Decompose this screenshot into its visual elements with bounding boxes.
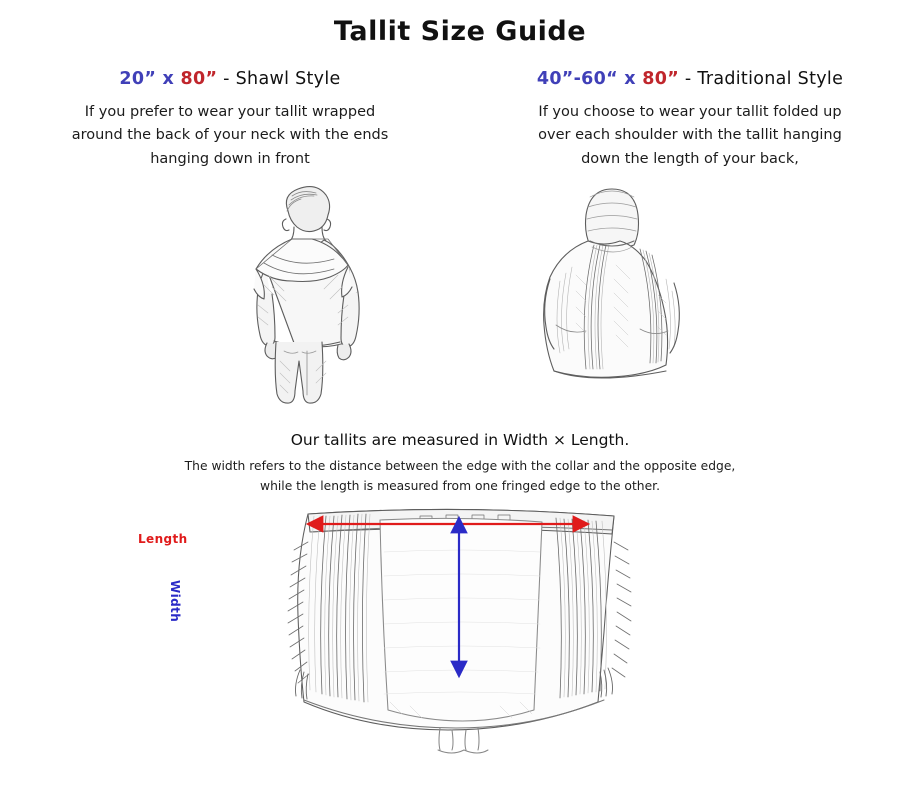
traditional-dimension: 40”-60“ x	[536, 69, 643, 89]
measurement-sub-line-2: while the length is measured from one fringed edge to the other.	[260, 478, 660, 493]
tallit-spread-illustration	[270, 502, 650, 762]
shawl-style-heading	[28, 69, 432, 89]
measurement-lead: Our tallits are measured in Width × Length.	[290, 431, 630, 450]
measurement-sub-line-1: The width refers to the distance between the edge with the collar and the opposite edge,	[184, 459, 736, 474]
shawl-description: If you prefer to wear your tallit wrapped around the back of your neck with the ends hanging down in front	[71, 104, 389, 167]
traditional-description: If you choose to wear your tallit folded up over each shoulder with the tallit hanging down the length of your back,	[538, 104, 842, 167]
traditional-style-heading	[488, 69, 892, 89]
traditional-style-suffix: - Traditional Style	[679, 69, 844, 89]
traditional-length: 80”	[642, 69, 680, 89]
length-label: Length	[138, 531, 188, 546]
page-title: Tallit Size Guide	[333, 16, 587, 47]
shawl-style-suffix: - Shawl Style	[217, 69, 341, 89]
person-back-shawl-illustration	[188, 175, 428, 419]
figures-row	[0, 175, 920, 425]
shawl-dimension: 20” x	[119, 69, 181, 89]
column-traditional-style	[460, 69, 920, 171]
tallit-measure-diagram	[0, 502, 920, 782]
column-shawl-style	[0, 69, 460, 171]
measurement-explanation	[0, 431, 920, 495]
style-columns	[0, 69, 920, 171]
person-back-traditional-illustration	[490, 175, 730, 419]
width-label: Width	[168, 579, 182, 622]
shawl-length: 80”	[180, 69, 218, 89]
